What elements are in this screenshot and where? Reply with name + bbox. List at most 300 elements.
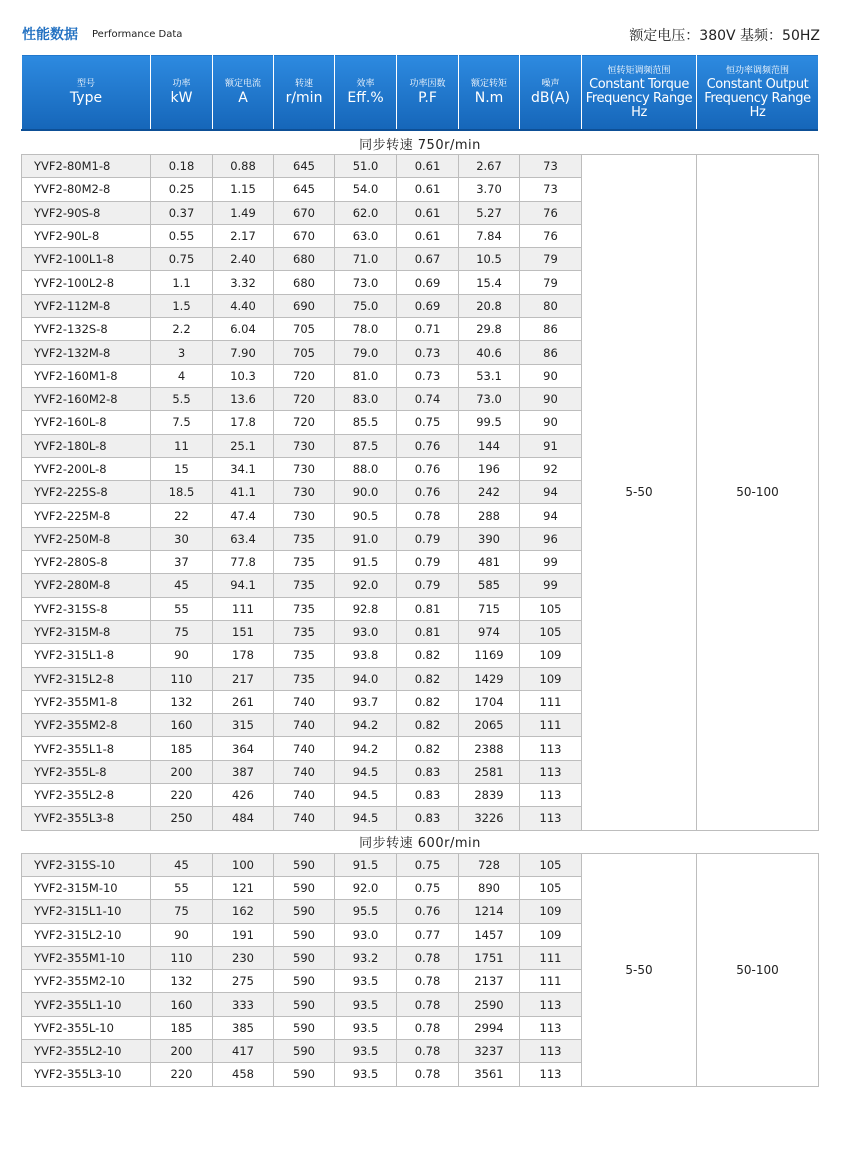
value-cell: 113 bbox=[520, 1063, 582, 1086]
value-cell: 590 bbox=[274, 923, 335, 946]
value-cell: 0.82 bbox=[397, 690, 459, 713]
value-cell: 99 bbox=[520, 551, 582, 574]
model-cell: YVF2-355L3-8 bbox=[22, 807, 151, 830]
value-cell: 81.0 bbox=[335, 364, 397, 387]
value-cell: 45 bbox=[151, 853, 213, 876]
value-cell: 95.5 bbox=[335, 900, 397, 923]
value-cell: 0.75 bbox=[151, 248, 213, 271]
value-cell: 196 bbox=[459, 457, 520, 480]
model-cell: YVF2-132M-8 bbox=[22, 341, 151, 364]
model-cell: YVF2-315S-8 bbox=[22, 597, 151, 620]
value-cell: 387 bbox=[213, 760, 274, 783]
value-cell: 715 bbox=[459, 597, 520, 620]
model-cell: YVF2-100L2-8 bbox=[22, 271, 151, 294]
value-cell: 250 bbox=[151, 807, 213, 830]
value-cell: 94.2 bbox=[335, 714, 397, 737]
value-cell: 160 bbox=[151, 993, 213, 1016]
value-cell: 0.73 bbox=[397, 341, 459, 364]
value-cell: 2581 bbox=[459, 760, 520, 783]
value-cell: 90.0 bbox=[335, 481, 397, 504]
model-cell: YVF2-160L-8 bbox=[22, 411, 151, 434]
value-cell: 79 bbox=[520, 248, 582, 271]
col-header: 恒功率调频范围 Constant Output Frequency Range Hz bbox=[697, 55, 819, 132]
value-cell: 75 bbox=[151, 620, 213, 643]
page-subtitle: Performance Data bbox=[92, 29, 183, 40]
value-cell: 730 bbox=[274, 504, 335, 527]
value-cell: 93.5 bbox=[335, 993, 397, 1016]
value-cell: 0.79 bbox=[397, 551, 459, 574]
value-cell: 94.5 bbox=[335, 807, 397, 830]
value-cell: 740 bbox=[274, 714, 335, 737]
page-header bbox=[0, 0, 850, 52]
value-cell: 740 bbox=[274, 690, 335, 713]
value-cell: 93.5 bbox=[335, 1016, 397, 1039]
value-cell: 45 bbox=[151, 574, 213, 597]
value-cell: 1169 bbox=[459, 644, 520, 667]
value-cell: 41.1 bbox=[213, 481, 274, 504]
model-cell: YVF2-225M-8 bbox=[22, 504, 151, 527]
torque-range-cell: 5-50 bbox=[582, 853, 697, 1086]
value-cell: 54.0 bbox=[335, 178, 397, 201]
value-cell: 113 bbox=[520, 737, 582, 760]
value-cell: 0.76 bbox=[397, 434, 459, 457]
value-cell: 3561 bbox=[459, 1063, 520, 1086]
value-cell: 88.0 bbox=[335, 457, 397, 480]
value-cell: 670 bbox=[274, 201, 335, 224]
value-cell: 720 bbox=[274, 411, 335, 434]
value-cell: 230 bbox=[213, 946, 274, 969]
value-cell: 17.8 bbox=[213, 411, 274, 434]
value-cell: 590 bbox=[274, 970, 335, 993]
value-cell: 62.0 bbox=[335, 201, 397, 224]
value-cell: 90 bbox=[151, 644, 213, 667]
table-row bbox=[22, 853, 819, 876]
value-cell: 162 bbox=[213, 900, 274, 923]
value-cell: 720 bbox=[274, 364, 335, 387]
value-cell: 740 bbox=[274, 760, 335, 783]
value-cell: 90 bbox=[520, 364, 582, 387]
value-cell: 18.5 bbox=[151, 481, 213, 504]
value-cell: 333 bbox=[213, 993, 274, 1016]
value-cell: 63.4 bbox=[213, 527, 274, 550]
value-cell: 1751 bbox=[459, 946, 520, 969]
value-cell: 735 bbox=[274, 574, 335, 597]
section-row bbox=[22, 132, 819, 155]
value-cell: 121 bbox=[213, 876, 274, 899]
value-cell: 458 bbox=[213, 1063, 274, 1086]
value-cell: 728 bbox=[459, 853, 520, 876]
model-cell: YVF2-315S-10 bbox=[22, 853, 151, 876]
value-cell: 417 bbox=[213, 1039, 274, 1062]
value-cell: 93.5 bbox=[335, 970, 397, 993]
value-cell: 132 bbox=[151, 970, 213, 993]
value-cell: 0.82 bbox=[397, 714, 459, 737]
value-cell: 0.75 bbox=[397, 853, 459, 876]
value-cell: 94.1 bbox=[213, 574, 274, 597]
value-cell: 113 bbox=[520, 807, 582, 830]
value-cell: 111 bbox=[520, 690, 582, 713]
value-cell: 385 bbox=[213, 1016, 274, 1039]
value-cell: 111 bbox=[213, 597, 274, 620]
value-cell: 0.76 bbox=[397, 457, 459, 480]
value-cell: 0.83 bbox=[397, 760, 459, 783]
value-cell: 73.0 bbox=[335, 271, 397, 294]
value-cell: 1214 bbox=[459, 900, 520, 923]
value-cell: 144 bbox=[459, 434, 520, 457]
value-cell: 7.5 bbox=[151, 411, 213, 434]
model-cell: YVF2-90L-8 bbox=[22, 224, 151, 247]
value-cell: 261 bbox=[213, 690, 274, 713]
value-cell: 690 bbox=[274, 294, 335, 317]
model-cell: YVF2-355L1-8 bbox=[22, 737, 151, 760]
value-cell: 390 bbox=[459, 527, 520, 550]
value-cell: 15 bbox=[151, 457, 213, 480]
value-cell: 0.78 bbox=[397, 1039, 459, 1062]
model-cell: YVF2-280S-8 bbox=[22, 551, 151, 574]
value-cell: 0.73 bbox=[397, 364, 459, 387]
value-cell: 90 bbox=[520, 387, 582, 410]
value-cell: 481 bbox=[459, 551, 520, 574]
value-cell: 105 bbox=[520, 876, 582, 899]
value-cell: 0.88 bbox=[213, 155, 274, 178]
value-cell: 160 bbox=[151, 714, 213, 737]
model-cell: YVF2-355M1-10 bbox=[22, 946, 151, 969]
value-cell: 99 bbox=[520, 574, 582, 597]
value-cell: 0.37 bbox=[151, 201, 213, 224]
value-cell: 185 bbox=[151, 737, 213, 760]
value-cell: 55 bbox=[151, 876, 213, 899]
col-header: 额定转矩 N.m bbox=[459, 55, 520, 132]
value-cell: 7.90 bbox=[213, 341, 274, 364]
value-cell: 111 bbox=[520, 714, 582, 737]
model-cell: YVF2-160M2-8 bbox=[22, 387, 151, 410]
value-cell: 0.83 bbox=[397, 784, 459, 807]
value-cell: 0.69 bbox=[397, 294, 459, 317]
value-cell: 0.79 bbox=[397, 574, 459, 597]
value-cell: 11 bbox=[151, 434, 213, 457]
value-cell: 94 bbox=[520, 481, 582, 504]
value-cell: 735 bbox=[274, 644, 335, 667]
value-cell: 0.61 bbox=[397, 201, 459, 224]
col-header: 噪声 dB(A) bbox=[520, 55, 582, 132]
value-cell: 86 bbox=[520, 341, 582, 364]
value-cell: 51.0 bbox=[335, 155, 397, 178]
value-cell: 90 bbox=[520, 411, 582, 434]
value-cell: 1457 bbox=[459, 923, 520, 946]
value-cell: 2388 bbox=[459, 737, 520, 760]
value-cell: 2.2 bbox=[151, 318, 213, 341]
value-cell: 2065 bbox=[459, 714, 520, 737]
value-cell: 29.8 bbox=[459, 318, 520, 341]
value-cell: 730 bbox=[274, 481, 335, 504]
value-cell: 0.55 bbox=[151, 224, 213, 247]
value-cell: 590 bbox=[274, 1016, 335, 1039]
model-cell: YVF2-225S-8 bbox=[22, 481, 151, 504]
col-header: 额定电流 A bbox=[213, 55, 274, 132]
value-cell: 590 bbox=[274, 876, 335, 899]
value-cell: 86 bbox=[520, 318, 582, 341]
model-cell: YVF2-355M2-10 bbox=[22, 970, 151, 993]
value-cell: 77.8 bbox=[213, 551, 274, 574]
value-cell: 93.5 bbox=[335, 1063, 397, 1086]
value-cell: 217 bbox=[213, 667, 274, 690]
value-cell: 0.81 bbox=[397, 620, 459, 643]
value-cell: 105 bbox=[520, 597, 582, 620]
value-cell: 90 bbox=[151, 923, 213, 946]
header-divider bbox=[21, 129, 818, 131]
value-cell: 92.0 bbox=[335, 876, 397, 899]
model-cell: YVF2-355M2-8 bbox=[22, 714, 151, 737]
model-cell: YVF2-80M2-8 bbox=[22, 178, 151, 201]
model-cell: YVF2-280M-8 bbox=[22, 574, 151, 597]
value-cell: 111 bbox=[520, 946, 582, 969]
value-cell: 109 bbox=[520, 923, 582, 946]
value-cell: 75 bbox=[151, 900, 213, 923]
value-cell: 705 bbox=[274, 318, 335, 341]
value-cell: 75.0 bbox=[335, 294, 397, 317]
value-cell: 735 bbox=[274, 551, 335, 574]
value-cell: 92 bbox=[520, 457, 582, 480]
value-cell: 94 bbox=[520, 504, 582, 527]
value-cell: 2.17 bbox=[213, 224, 274, 247]
value-cell: 0.67 bbox=[397, 248, 459, 271]
value-cell: 220 bbox=[151, 784, 213, 807]
value-cell: 0.69 bbox=[397, 271, 459, 294]
output-range-cell: 50-100 bbox=[697, 853, 819, 1086]
value-cell: 20.8 bbox=[459, 294, 520, 317]
value-cell: 53.1 bbox=[459, 364, 520, 387]
value-cell: 735 bbox=[274, 527, 335, 550]
value-cell: 73 bbox=[520, 178, 582, 201]
value-cell: 78.0 bbox=[335, 318, 397, 341]
value-cell: 3226 bbox=[459, 807, 520, 830]
value-cell: 2.40 bbox=[213, 248, 274, 271]
value-cell: 0.78 bbox=[397, 1063, 459, 1086]
value-cell: 71.0 bbox=[335, 248, 397, 271]
value-cell: 590 bbox=[274, 900, 335, 923]
value-cell: 242 bbox=[459, 481, 520, 504]
value-cell: 2590 bbox=[459, 993, 520, 1016]
value-cell: 94.2 bbox=[335, 737, 397, 760]
value-cell: 109 bbox=[520, 900, 582, 923]
value-cell: 3237 bbox=[459, 1039, 520, 1062]
value-cell: 3 bbox=[151, 341, 213, 364]
section-row bbox=[22, 830, 819, 853]
value-cell: 99.5 bbox=[459, 411, 520, 434]
value-cell: 0.82 bbox=[397, 737, 459, 760]
value-cell: 100 bbox=[213, 853, 274, 876]
value-cell: 94.5 bbox=[335, 760, 397, 783]
page-title: 性能数据 bbox=[22, 27, 78, 43]
value-cell: 0.78 bbox=[397, 504, 459, 527]
value-cell: 0.61 bbox=[397, 224, 459, 247]
model-cell: YVF2-90S-8 bbox=[22, 201, 151, 224]
value-cell: 0.77 bbox=[397, 923, 459, 946]
value-cell: 680 bbox=[274, 271, 335, 294]
section-title: 同步转速 600r/min bbox=[22, 830, 819, 853]
value-cell: 740 bbox=[274, 807, 335, 830]
value-cell: 0.79 bbox=[397, 527, 459, 550]
model-cell: YVF2-80M1-8 bbox=[22, 155, 151, 178]
value-cell: 92.8 bbox=[335, 597, 397, 620]
value-cell: 94.0 bbox=[335, 667, 397, 690]
value-cell: 93.5 bbox=[335, 1039, 397, 1062]
torque-range-cell: 5-50 bbox=[582, 155, 697, 831]
value-cell: 364 bbox=[213, 737, 274, 760]
value-cell: 73.0 bbox=[459, 387, 520, 410]
value-cell: 113 bbox=[520, 1016, 582, 1039]
value-cell: 0.78 bbox=[397, 993, 459, 1016]
value-cell: 79.0 bbox=[335, 341, 397, 364]
col-header: 功率 kW bbox=[151, 55, 213, 132]
value-cell: 91.0 bbox=[335, 527, 397, 550]
value-cell: 76 bbox=[520, 201, 582, 224]
model-cell: YVF2-355L-10 bbox=[22, 1016, 151, 1039]
model-cell: YVF2-355L2-10 bbox=[22, 1039, 151, 1062]
model-cell: YVF2-160M1-8 bbox=[22, 364, 151, 387]
value-cell: 0.83 bbox=[397, 807, 459, 830]
value-cell: 113 bbox=[520, 760, 582, 783]
model-cell: YVF2-112M-8 bbox=[22, 294, 151, 317]
value-cell: 34.1 bbox=[213, 457, 274, 480]
value-cell: 87.5 bbox=[335, 434, 397, 457]
value-cell: 13.6 bbox=[213, 387, 274, 410]
value-cell: 2994 bbox=[459, 1016, 520, 1039]
value-cell: 113 bbox=[520, 1039, 582, 1062]
value-cell: 0.81 bbox=[397, 597, 459, 620]
value-cell: 93.7 bbox=[335, 690, 397, 713]
value-cell: 0.76 bbox=[397, 900, 459, 923]
value-cell: 0.74 bbox=[397, 387, 459, 410]
value-cell: 109 bbox=[520, 644, 582, 667]
value-cell: 91.5 bbox=[335, 853, 397, 876]
model-cell: YVF2-355L-8 bbox=[22, 760, 151, 783]
value-cell: 0.71 bbox=[397, 318, 459, 341]
value-cell: 740 bbox=[274, 737, 335, 760]
value-cell: 30 bbox=[151, 527, 213, 550]
value-cell: 740 bbox=[274, 784, 335, 807]
value-cell: 645 bbox=[274, 178, 335, 201]
value-cell: 3.70 bbox=[459, 178, 520, 201]
model-cell: YVF2-355L2-8 bbox=[22, 784, 151, 807]
value-cell: 2137 bbox=[459, 970, 520, 993]
value-cell: 10.5 bbox=[459, 248, 520, 271]
value-cell: 113 bbox=[520, 784, 582, 807]
value-cell: 3.32 bbox=[213, 271, 274, 294]
value-cell: 735 bbox=[274, 620, 335, 643]
value-cell: 105 bbox=[520, 853, 582, 876]
value-cell: 80 bbox=[520, 294, 582, 317]
value-cell: 63.0 bbox=[335, 224, 397, 247]
rated-spec: 额定电压：380V 基频：50HZ bbox=[629, 28, 820, 44]
value-cell: 0.61 bbox=[397, 155, 459, 178]
value-cell: 0.18 bbox=[151, 155, 213, 178]
value-cell: 0.25 bbox=[151, 178, 213, 201]
value-cell: 85.5 bbox=[335, 411, 397, 434]
value-cell: 1429 bbox=[459, 667, 520, 690]
value-cell: 4 bbox=[151, 364, 213, 387]
value-cell: 0.75 bbox=[397, 876, 459, 899]
value-cell: 191 bbox=[213, 923, 274, 946]
value-cell: 7.84 bbox=[459, 224, 520, 247]
value-cell: 2.67 bbox=[459, 155, 520, 178]
value-cell: 37 bbox=[151, 551, 213, 574]
value-cell: 0.82 bbox=[397, 667, 459, 690]
value-cell: 90.5 bbox=[335, 504, 397, 527]
value-cell: 5.5 bbox=[151, 387, 213, 410]
value-cell: 109 bbox=[520, 667, 582, 690]
value-cell: 1704 bbox=[459, 690, 520, 713]
value-cell: 5.27 bbox=[459, 201, 520, 224]
value-cell: 890 bbox=[459, 876, 520, 899]
value-cell: 47.4 bbox=[213, 504, 274, 527]
value-cell: 6.04 bbox=[213, 318, 274, 341]
value-cell: 288 bbox=[459, 504, 520, 527]
model-cell: YVF2-100L1-8 bbox=[22, 248, 151, 271]
model-cell: YVF2-355L1-10 bbox=[22, 993, 151, 1016]
model-cell: YVF2-315L2-10 bbox=[22, 923, 151, 946]
value-cell: 1.15 bbox=[213, 178, 274, 201]
value-cell: 94.5 bbox=[335, 784, 397, 807]
value-cell: 93.2 bbox=[335, 946, 397, 969]
value-cell: 1.5 bbox=[151, 294, 213, 317]
col-header: 功率因数 P.F bbox=[397, 55, 459, 132]
col-header: 型号 Type bbox=[22, 55, 151, 132]
value-cell: 55 bbox=[151, 597, 213, 620]
value-cell: 40.6 bbox=[459, 341, 520, 364]
model-cell: YVF2-180L-8 bbox=[22, 434, 151, 457]
model-cell: YVF2-200L-8 bbox=[22, 457, 151, 480]
value-cell: 730 bbox=[274, 434, 335, 457]
performance-table bbox=[21, 54, 819, 1087]
value-cell: 91 bbox=[520, 434, 582, 457]
value-cell: 110 bbox=[151, 667, 213, 690]
value-cell: 185 bbox=[151, 1016, 213, 1039]
value-cell: 1.1 bbox=[151, 271, 213, 294]
value-cell: 0.78 bbox=[397, 1016, 459, 1039]
table-header-row bbox=[22, 55, 819, 132]
value-cell: 590 bbox=[274, 853, 335, 876]
value-cell: 79 bbox=[520, 271, 582, 294]
value-cell: 93.0 bbox=[335, 923, 397, 946]
value-cell: 10.3 bbox=[213, 364, 274, 387]
model-cell: YVF2-315L1-10 bbox=[22, 900, 151, 923]
value-cell: 91.5 bbox=[335, 551, 397, 574]
value-cell: 585 bbox=[459, 574, 520, 597]
value-cell: 220 bbox=[151, 1063, 213, 1086]
model-cell: YVF2-315M-10 bbox=[22, 876, 151, 899]
table-row bbox=[22, 155, 819, 178]
value-cell: 0.78 bbox=[397, 970, 459, 993]
value-cell: 105 bbox=[520, 620, 582, 643]
value-cell: 705 bbox=[274, 341, 335, 364]
value-cell: 315 bbox=[213, 714, 274, 737]
value-cell: 178 bbox=[213, 644, 274, 667]
value-cell: 76 bbox=[520, 224, 582, 247]
value-cell: 0.82 bbox=[397, 644, 459, 667]
value-cell: 25.1 bbox=[213, 434, 274, 457]
model-cell: YVF2-132S-8 bbox=[22, 318, 151, 341]
value-cell: 110 bbox=[151, 946, 213, 969]
value-cell: 73 bbox=[520, 155, 582, 178]
value-cell: 96 bbox=[520, 527, 582, 550]
value-cell: 151 bbox=[213, 620, 274, 643]
value-cell: 426 bbox=[213, 784, 274, 807]
col-header: 转速 r/min bbox=[274, 55, 335, 132]
value-cell: 730 bbox=[274, 457, 335, 480]
value-cell: 200 bbox=[151, 1039, 213, 1062]
value-cell: 113 bbox=[520, 993, 582, 1016]
